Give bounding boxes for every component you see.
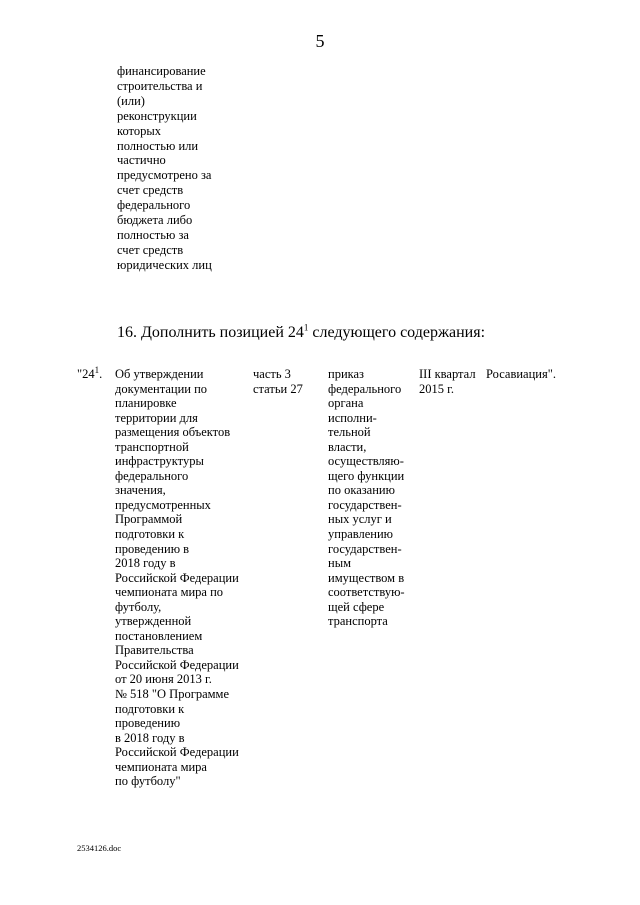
text-line: Российской Федерации: [115, 657, 239, 672]
text-line: Российской Федерации: [115, 745, 239, 760]
text-line: органа: [328, 396, 364, 411]
text-line: постановлением: [115, 628, 203, 643]
page-number: 5: [315, 31, 325, 51]
section-heading: [117, 323, 485, 343]
text-line: строительства и: [117, 78, 203, 93]
previous-row-text: [117, 64, 237, 273]
text-line: финансирование: [117, 64, 206, 78]
text-line: Правительства: [115, 643, 194, 658]
text-line: проведению: [115, 716, 181, 731]
text-line: реконструкции: [117, 108, 197, 123]
text-line: проведению в: [115, 541, 190, 556]
text-line: чемпионата мира: [115, 759, 207, 774]
text-line: государствен-: [328, 497, 402, 512]
text-line: часть 3: [253, 367, 291, 381]
text-line: планировке: [115, 396, 177, 411]
text-line: III квартал: [419, 367, 476, 381]
text-line: транспорта: [328, 614, 388, 629]
text-line: Об утверждении: [115, 367, 204, 381]
text-line: по оказанию: [328, 483, 395, 498]
text-line: Росавиация".: [486, 367, 556, 381]
text-line: футболу,: [115, 599, 162, 614]
position-number: [77, 364, 103, 382]
position-number-before: "24: [77, 367, 95, 381]
text-line: 2018 году в: [115, 556, 176, 571]
text-line: власти,: [328, 439, 367, 454]
responsible-agency-cell: [486, 367, 556, 382]
text-line: подготовки к: [115, 527, 185, 542]
text-line: от 20 июня 2013 г.: [115, 672, 212, 687]
text-line: значения,: [115, 483, 166, 498]
text-line: щего функции: [328, 468, 405, 483]
text-line: транспортной: [115, 439, 189, 454]
document-title-cell: [115, 367, 239, 789]
text-line: в 2018 году в: [115, 730, 185, 745]
text-line: частично: [117, 153, 166, 168]
text-line: подготовки к: [115, 701, 185, 716]
text-line: документации по: [115, 381, 208, 396]
text-line: юридических лиц: [117, 257, 212, 272]
text-line: предусмотрено за: [117, 168, 212, 183]
text-line: территории для: [115, 410, 198, 425]
text-line: 2015 г.: [419, 381, 454, 396]
text-line: ным: [328, 556, 351, 571]
text-line: имуществом в: [328, 570, 405, 585]
heading-superscript: 1: [303, 322, 309, 333]
text-line: государствен-: [328, 541, 402, 556]
text-line: управлению: [328, 527, 393, 542]
text-line: утвержденной: [115, 614, 192, 629]
position-number-superscript: 1: [94, 364, 100, 375]
text-line: соответствую-: [328, 585, 405, 600]
text-line: счет средств: [117, 242, 184, 257]
text-line: полностью за: [117, 227, 189, 242]
text-line: (или): [117, 93, 145, 108]
text-line: чемпионата мира по: [115, 585, 224, 600]
deadline-cell: [419, 367, 476, 396]
text-line: ных услуг и: [328, 512, 392, 527]
text-line: осуществляю-: [328, 454, 404, 469]
text-line: бюджета либо: [117, 213, 193, 228]
text-line: инфраструктуры: [115, 454, 204, 469]
legal-basis-cell: [253, 367, 303, 396]
text-line: федерального: [328, 381, 402, 396]
text-line: по футболу": [115, 774, 181, 789]
text-line: № 518 "О Программе: [115, 687, 230, 702]
text-line: статьи 27: [253, 381, 303, 396]
text-line: исполни-: [328, 410, 377, 425]
text-line: которых: [117, 123, 161, 138]
text-line: размещения объектов: [115, 425, 231, 440]
text-line: полностью или: [117, 138, 199, 153]
text-line: Российской Федерации: [115, 570, 239, 585]
text-line: щей сфере: [328, 599, 385, 614]
footer-document-code: 2534126.doc: [77, 843, 122, 853]
text-line: счет средств: [117, 183, 184, 198]
heading-text-after: следующего содержания:: [308, 324, 486, 341]
text-line: приказ: [328, 367, 364, 381]
text-line: Программой: [115, 512, 183, 527]
heading-text-before: 16. Дополнить позицией 24: [117, 324, 304, 341]
text-line: федерального: [117, 198, 191, 213]
text-line: федерального: [115, 468, 189, 483]
position-number-after: .: [99, 367, 103, 381]
text-line: тельной: [328, 425, 371, 440]
act-type-cell: [328, 367, 405, 629]
text-line: предусмотренных: [115, 497, 211, 512]
